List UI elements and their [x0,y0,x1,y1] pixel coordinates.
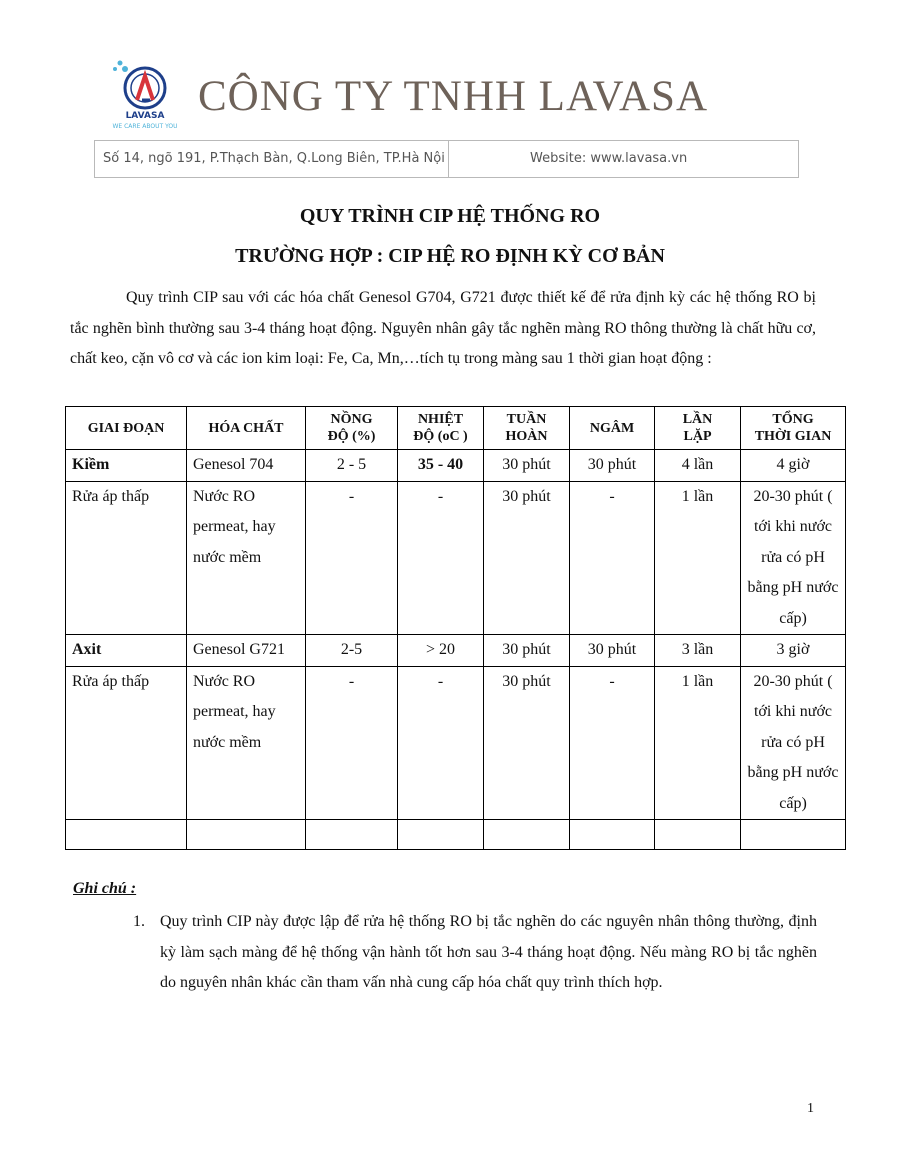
table-row [66,450,846,482]
lavasa-logo-icon [98,58,194,132]
list-item [133,907,817,999]
cell-concentration: - [306,481,398,635]
table-row [66,666,846,820]
table-row [66,635,846,667]
header-circulation: TUẦN HOÀN [484,407,570,450]
cell-circulation: 30 phút [484,635,570,667]
cell-repeat: 1 lần [655,481,741,635]
company-logo [98,58,194,132]
cell-soak: - [570,481,655,635]
cell-stage: Kiềm [66,450,187,482]
cell-repeat: 4 lần [655,450,741,482]
header-total-time: TỔNG THỜI GIAN [741,407,846,450]
notes-list [133,907,817,999]
cell-total-time: 20-30 phút ( tới khi nước rửa có pH bằng pH nước cấp) [741,481,846,635]
table-row [66,481,846,635]
cell-total-time: 4 giờ [741,450,846,482]
cell-chemical: Nước RO permeat, hay nước mềm [187,666,306,820]
cell-soak: - [570,666,655,820]
company-address: Số 14, ngõ 191, P.Thạch Bàn, Q.Long Biên, TP.Hà Nội [103,151,445,166]
svg-text:LAVASA: LAVASA [125,111,165,121]
cell-total-time: 3 giờ [741,635,846,667]
cell-temperature: > 20 [398,635,484,667]
cell-soak: 30 phút [570,450,655,482]
cell-total-time: 20-30 phút ( tới khi nước rửa có pH bằng pH nước cấp) [741,666,846,820]
company-name: CÔNG TY TNHH LAVASA [198,73,708,120]
cell-temperature: 35 - 40 [398,450,484,482]
cell-circulation: 30 phút [484,481,570,635]
cell-chemical: Genesol G721 [187,635,306,667]
header-soak: NGÂM [570,407,655,450]
note-text: Quy trình CIP này được lập để rửa hệ thống RO bị tắc nghẽn do các nguyên nhân thông thường, định kỳ làm sạch màng để hệ thống vận hành tốt hơn sau 3-4 tháng hoạt động. Nếu màng RO bị tắc nghẽn do nguyên nhân khác cần tham vấn nhà cung cấp hóa chất quy trình thích hợp. [160,913,817,991]
table-header-row [66,407,846,450]
cell-stage: Axit [66,635,187,667]
cell-stage: Rửa áp thấp [66,481,187,635]
page-number: 1 [807,1101,814,1116]
header-concentration: NỒNG ĐỘ (%) [306,407,398,450]
header-stage: GIAI ĐOẠN [66,407,187,450]
company-website: Website: www.lavasa.vn [530,151,688,166]
cell-temperature: - [398,666,484,820]
cell-chemical: Nước RO permeat, hay nước mềm [187,481,306,635]
cip-procedure-table [65,406,846,850]
contact-divider [448,141,449,177]
document-subtitle: TRƯỜNG HỢP : CIP HỆ RO ĐỊNH KỲ CƠ BẢN [235,245,665,267]
cell-circulation: 30 phút [484,666,570,820]
intro-paragraph [70,283,816,375]
cell-stage: Rửa áp thấp [66,666,187,820]
cell-chemical: Genesol 704 [187,450,306,482]
table-row-empty [66,820,846,850]
cell-circulation: 30 phút [484,450,570,482]
cell-concentration: 2-5 [306,635,398,667]
cell-repeat: 1 lần [655,666,741,820]
header-chemical: HÓA CHẤT [187,407,306,450]
svg-text:WE CARE ABOUT YOU: WE CARE ABOUT YOU [112,123,178,130]
header-repeat: LẦN LẶP [655,407,741,450]
document-title: QUY TRÌNH CIP HỆ THỐNG RO [299,205,601,227]
contact-bar [94,140,799,178]
cell-temperature: - [398,481,484,635]
note-number: 1. [133,913,145,930]
cell-repeat: 3 lần [655,635,741,667]
notes-heading: Ghi chú : [73,880,137,897]
cell-soak: 30 phút [570,635,655,667]
header-temperature: NHIỆT ĐỘ (oC ) [398,407,484,450]
cell-concentration: - [306,666,398,820]
intro-text: Quy trình CIP sau với các hóa chất Genesol G704, G721 được thiết kế để rửa định kỳ các hệ thống RO bị tắc nghẽn bình thường sau 3-4 tháng hoạt động. Nguyên nhân gây tắc nghẽn màng RO thông thường là chất hữu cơ, chất keo, cặn vô cơ và các ion kim loại: Fe, Ca, Mn,…tích tụ trong màng sau 1 thời gian hoạt động : [70,289,816,367]
cell-concentration: 2 - 5 [306,450,398,482]
